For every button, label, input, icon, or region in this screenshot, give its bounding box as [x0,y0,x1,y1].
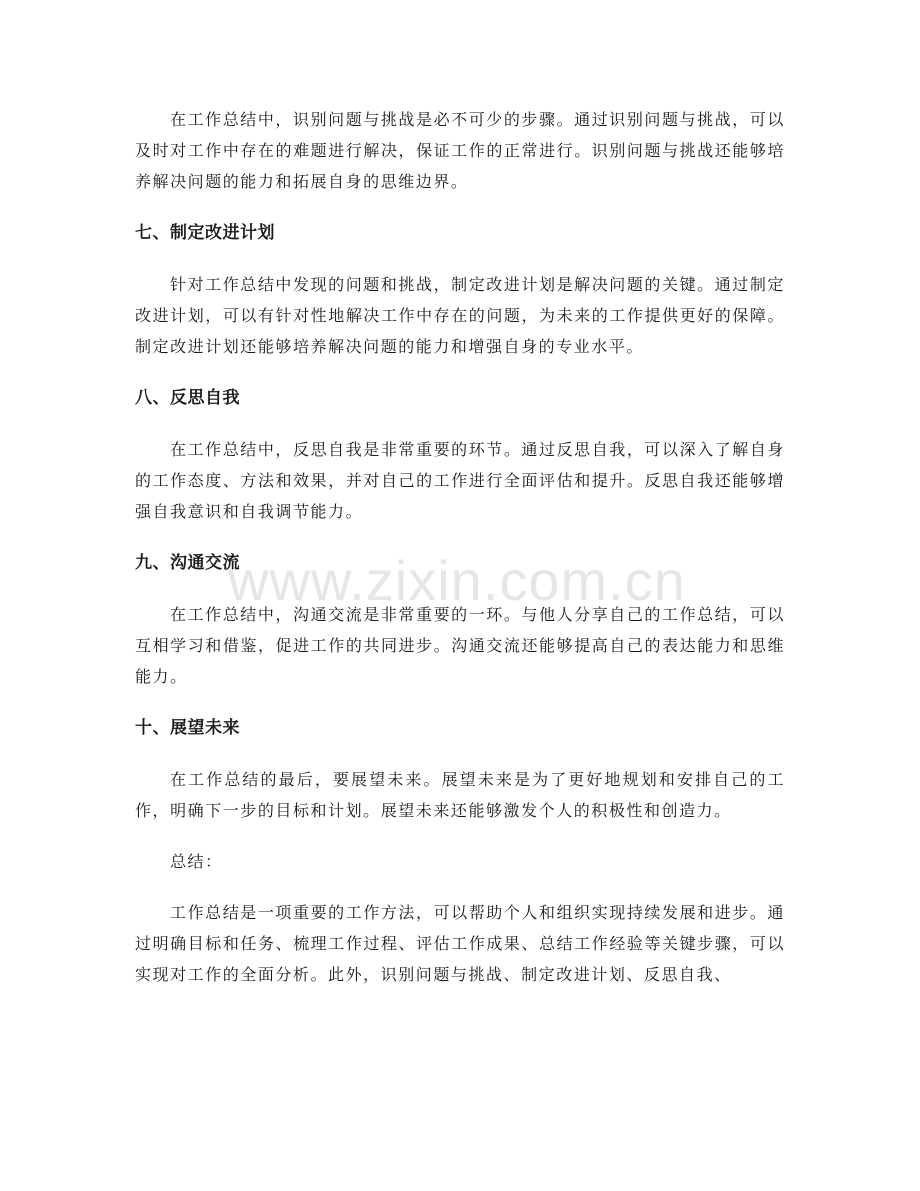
heading-section-7: 七、制定改进计划 [135,223,275,243]
paragraph-identify-problems: 在工作总结中，识别问题与挑战是必不可少的步骤。通过识别问题与挑战，可以及时对工作中存在的难题进行解决，保证工作的正常进行。识别问题与挑战还能够培养解决问题的能力和拓展自身的思维边界。 [135,110,785,191]
watermark-text: www.zixin.com.cn [228,549,686,612]
paragraph-section-7: 针对工作总结中发现的问题和挑战，制定改进计划是解决问题的关键。通过制定改进计划，可以有针对性地解决工作中存在的问题，为未来的工作提供更好的保障。制定改进计划还能够培养解决问题的能力和增强自身的专业水平。 [135,275,785,356]
summary-label: 总结： [170,852,223,871]
paragraph-summary: 工作总结是一项重要的工作方法，可以帮助个人和组织实现持续发展和进步。通过明确目标和任务、梳理工作过程、评估工作成果、总结工作经验等关键步骤，可以实现对工作的全面分析。此外，识别问题与挑战、制定改进计划、反思自我、 [135,903,785,984]
document-body [135,104,785,990]
heading-section-10: 十、展望未来 [135,718,240,738]
paragraph-section-10: 在工作总结的最后，要展望未来。展望未来是为了更好地规划和安排自己的工作，明确下一步的目标和计划。展望未来还能够激发个人的积极性和创造力。 [135,770,785,820]
paragraph-section-8: 在工作总结中，反思自我是非常重要的环节。通过反思自我，可以深入了解自身的工作态度、方法和效果，并对自己的工作进行全面评估和提升。反思自我还能够增强自我意识和自我调节能力。 [135,440,785,521]
paragraph-section-9: 在工作总结中，沟通交流是非常重要的一环。与他人分享自己的工作总结，可以互相学习和借鉴，促进工作的共同进步。沟通交流还能够提高自己的表达能力和思维能力。 [135,605,785,686]
heading-section-9: 九、沟通交流 [135,553,240,573]
heading-section-8: 八、反思自我 [135,388,240,408]
